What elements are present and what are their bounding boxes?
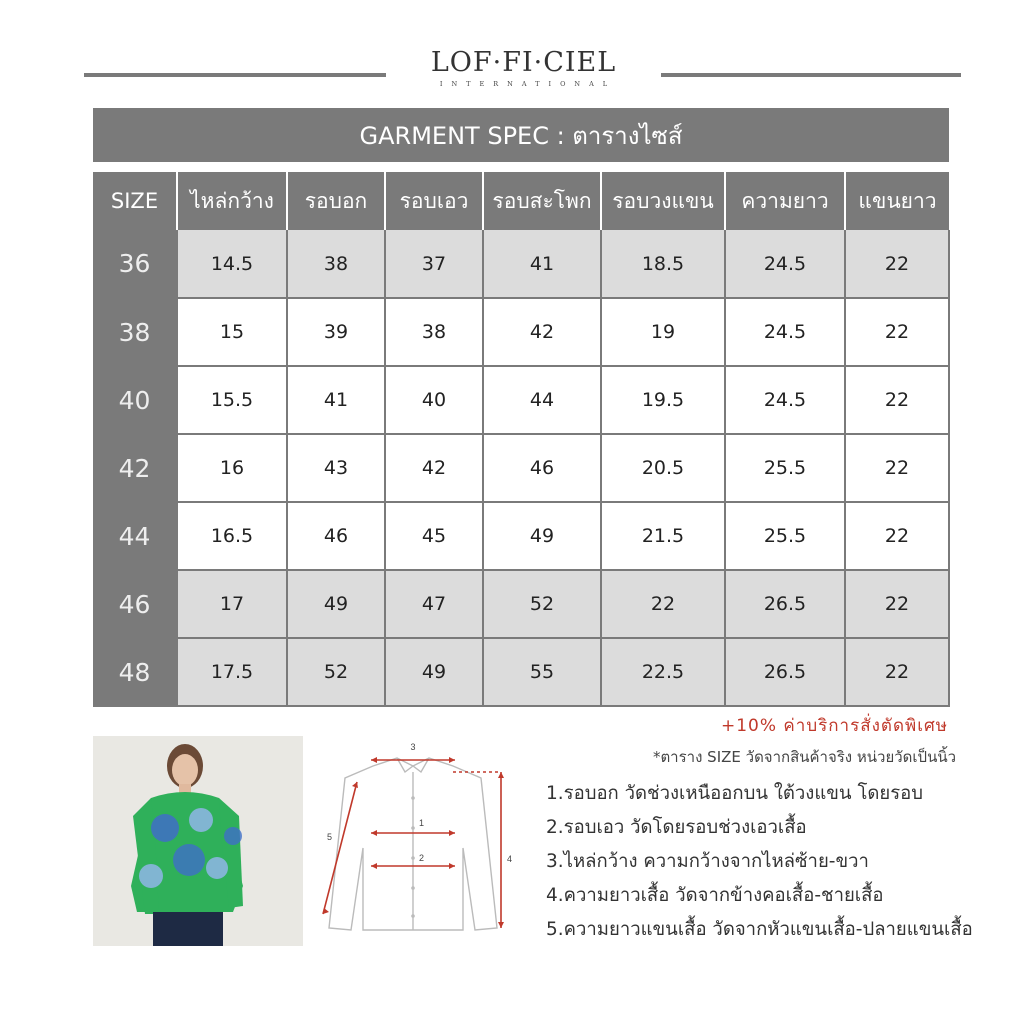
table-cell: 22 bbox=[845, 434, 949, 502]
table-cell: 22 bbox=[845, 502, 949, 570]
diagram-label-3: 3 bbox=[410, 742, 416, 752]
table-cell: 19 bbox=[601, 298, 725, 366]
table-cell: 24.5 bbox=[725, 298, 845, 366]
table-header-cell: รอบสะโพก bbox=[483, 172, 601, 230]
table-header-cell: แขนยาว bbox=[845, 172, 949, 230]
table-row bbox=[93, 570, 949, 638]
table-header-cell: ไหล่กว้าง bbox=[177, 172, 287, 230]
table-cell: 19.5 bbox=[601, 366, 725, 434]
table-cell: 15.5 bbox=[177, 366, 287, 434]
brand-divider-right bbox=[661, 73, 961, 77]
table-cell: 22 bbox=[845, 298, 949, 366]
table-cell: 45 bbox=[385, 502, 483, 570]
table-row bbox=[93, 366, 949, 434]
table-cell: 22 bbox=[845, 570, 949, 638]
table-cell: 49 bbox=[287, 570, 385, 638]
table-row bbox=[93, 298, 949, 366]
table-cell: 47 bbox=[385, 570, 483, 638]
table-cell: 24.5 bbox=[725, 366, 845, 434]
table-header-cell: รอบอก bbox=[287, 172, 385, 230]
table-cell: 25.5 bbox=[725, 502, 845, 570]
table-cell: 52 bbox=[483, 570, 601, 638]
table-cell: 39 bbox=[287, 298, 385, 366]
table-cell: 40 bbox=[385, 366, 483, 434]
instruction-item: 1.รอบอก วัดช่วงเหนืออกบน ใต้วงแขน โดยรอบ bbox=[546, 783, 924, 804]
diagram-label-1: 1 bbox=[419, 818, 425, 828]
table-cell: 20.5 bbox=[601, 434, 725, 502]
table-cell: 55 bbox=[483, 638, 601, 706]
table-cell: 41 bbox=[287, 366, 385, 434]
table-cell: 38 bbox=[287, 230, 385, 298]
table-cell: 14.5 bbox=[177, 230, 287, 298]
table-cell: 37 bbox=[385, 230, 483, 298]
instruction-item: 3.ไหล่กว้าง ความกว้างจากไหล่ซ้าย-ขวา bbox=[546, 851, 869, 872]
table-cell: 26.5 bbox=[725, 570, 845, 638]
table-cell: 46 bbox=[483, 434, 601, 502]
table-cell: 49 bbox=[385, 638, 483, 706]
table-row bbox=[93, 638, 949, 706]
shirt-diagram-svg bbox=[313, 738, 523, 938]
table-cell: 22.5 bbox=[601, 638, 725, 706]
brand-name: LOF·FI·CIEL bbox=[430, 47, 617, 78]
diagram-label-2: 2 bbox=[419, 853, 425, 863]
size-label: 48 bbox=[93, 638, 177, 706]
table-body bbox=[93, 230, 949, 706]
size-label: 38 bbox=[93, 298, 177, 366]
page-title: GARMENT SPEC : ตารางไซส์ bbox=[93, 108, 949, 162]
table-row bbox=[93, 502, 949, 570]
instruction-item: 2.รอบเอว วัดโดยรอบช่วงเอวเสื้อ bbox=[546, 817, 807, 838]
size-label: 46 bbox=[93, 570, 177, 638]
size-label: 42 bbox=[93, 434, 177, 502]
measurement-instructions bbox=[546, 779, 973, 949]
table-cell: 25.5 bbox=[725, 434, 845, 502]
shirt-measurement-diagram bbox=[313, 738, 523, 938]
diagram-label-5: 5 bbox=[327, 832, 333, 842]
table-cell: 52 bbox=[287, 638, 385, 706]
table-row bbox=[93, 230, 949, 298]
diagram-label-4: 4 bbox=[507, 854, 513, 864]
table-cell: 22 bbox=[845, 230, 949, 298]
table-cell: 17.5 bbox=[177, 638, 287, 706]
table-cell: 49 bbox=[483, 502, 601, 570]
model-photo bbox=[93, 736, 303, 946]
model-illustration bbox=[93, 736, 303, 946]
brand-subtitle: INTERNATIONAL bbox=[439, 80, 617, 88]
instruction-item: 4.ความยาวเสื้อ วัดจากข้างคอเสื้อ-ชายเสื้อ bbox=[546, 885, 884, 906]
measurement-note: *ตาราง SIZE วัดจากสินค้าจริง หน่วยวัดเป็นนิ้ว bbox=[652, 748, 956, 766]
table-cell: 18.5 bbox=[601, 230, 725, 298]
size-table bbox=[93, 172, 950, 707]
table-cell: 42 bbox=[483, 298, 601, 366]
table-cell: 15 bbox=[177, 298, 287, 366]
custom-order-notice: +10% ค่าบริการสั่งตัดพิเศษ bbox=[720, 716, 948, 736]
table-cell: 21.5 bbox=[601, 502, 725, 570]
table-cell: 22 bbox=[845, 638, 949, 706]
table-cell: 44 bbox=[483, 366, 601, 434]
table-header-cell: รอบวงแขน bbox=[601, 172, 725, 230]
header-size: SIZE bbox=[93, 172, 177, 230]
table-cell: 16 bbox=[177, 434, 287, 502]
instruction-item: 5.ความยาวแขนเสื้อ วัดจากหัวแขนเสื้อ-ปลายแขนเสื้อ bbox=[546, 919, 973, 940]
size-label: 36 bbox=[93, 230, 177, 298]
brand-logo bbox=[386, 48, 661, 88]
table-cell: 16.5 bbox=[177, 502, 287, 570]
size-label: 44 bbox=[93, 502, 177, 570]
table-header-cell: ความยาว bbox=[725, 172, 845, 230]
size-label: 40 bbox=[93, 366, 177, 434]
table-cell: 46 bbox=[287, 502, 385, 570]
table-cell: 24.5 bbox=[725, 230, 845, 298]
table-cell: 26.5 bbox=[725, 638, 845, 706]
table-cell: 22 bbox=[845, 366, 949, 434]
table-cell: 22 bbox=[601, 570, 725, 638]
brand-divider-left bbox=[84, 73, 386, 77]
table-cell: 43 bbox=[287, 434, 385, 502]
table-cell: 42 bbox=[385, 434, 483, 502]
table-cell: 38 bbox=[385, 298, 483, 366]
table-header-row bbox=[93, 172, 949, 230]
table-cell: 41 bbox=[483, 230, 601, 298]
table-row bbox=[93, 434, 949, 502]
table-header-cell: รอบเอว bbox=[385, 172, 483, 230]
table-cell: 17 bbox=[177, 570, 287, 638]
